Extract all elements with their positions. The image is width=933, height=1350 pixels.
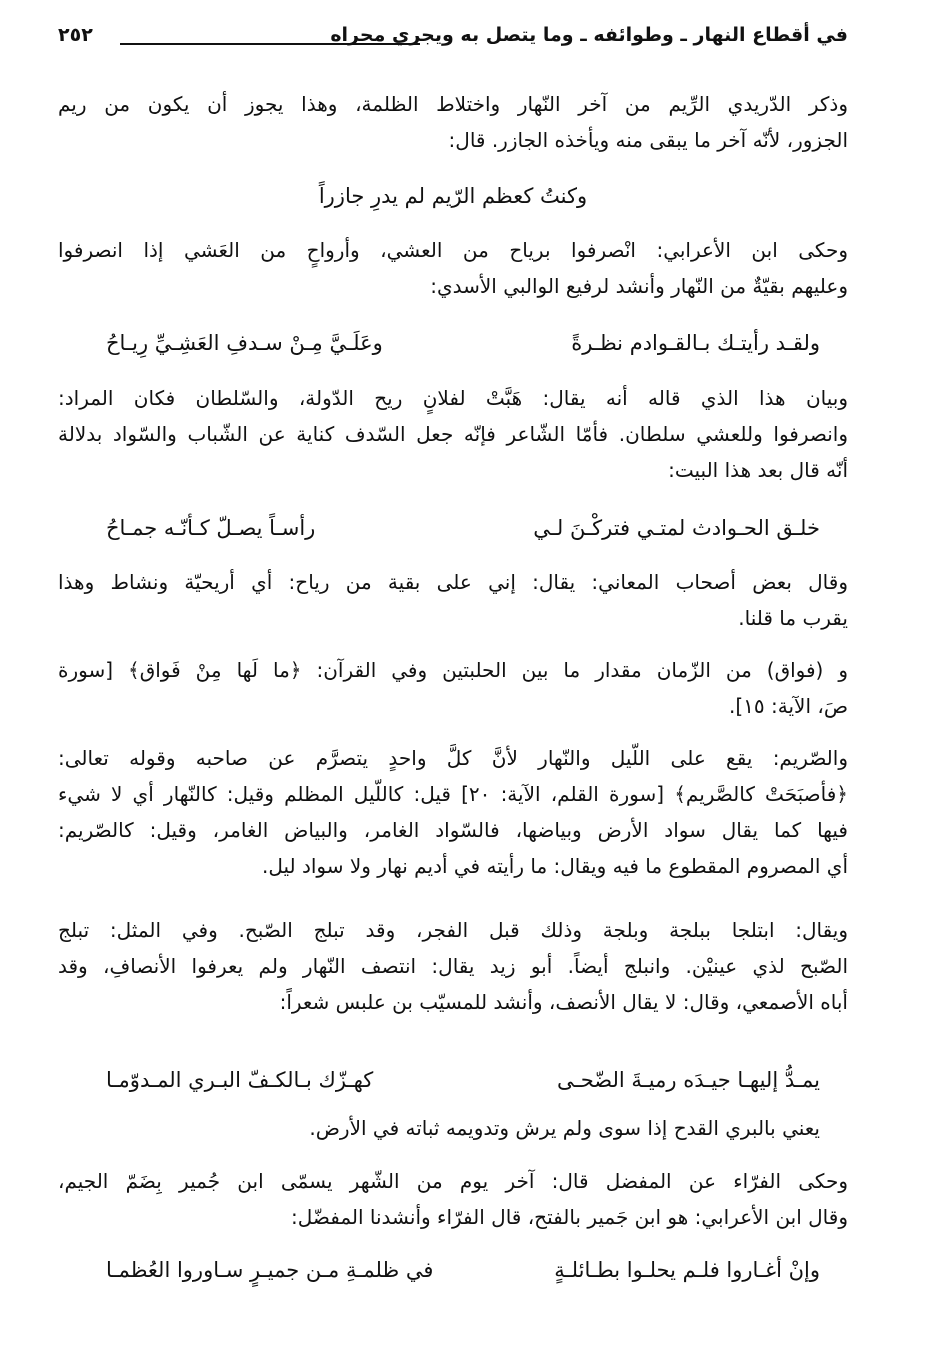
text-line: وقال بعض أصحاب المعاني: يقال: إني على بقية من رياح: أي أريحيّة ونشاط وهذا — [58, 570, 848, 594]
text-line: وقال ابن الأعرابي: هو ابن جَمير بالفتح، قال الفرّاء وأنشدنا المفضّل: — [290, 1205, 848, 1229]
first-hemistich: يمـدُّ إليهـا جيـدَه رميـةَ الضّحـى — [557, 1068, 820, 1092]
text-line: وحكى الفرّاء عن المفضل قال: آخر يوم من الشّهر يسمّى ابن جُمير بِضَمّ الجيم، — [58, 1169, 848, 1193]
verse-couplet — [58, 508, 848, 548]
verse-line-centered — [58, 178, 848, 214]
text-line: أنّه قال بعد هذا البيت: — [668, 458, 848, 482]
verse-text: وكنتُ كعظم الرّيم لم يدرِ جازراً — [318, 184, 588, 208]
first-hemistich: وإنْ أغـاروا فلـم يحلـوا بطـائلـةٍ — [554, 1258, 820, 1282]
text-line: يقرب ما قلنا. — [738, 606, 848, 630]
paragraph — [58, 740, 848, 884]
paragraph — [58, 1110, 848, 1146]
text-line: وذكر الدّريدي الرِّيم من آخر النّهار واختلاط الظلمة، وهذا يجوز أن يكون من ريم — [58, 92, 848, 116]
second-hemistich: في ظلمـةِ مـن جميـرٍ سـاوروا العُظمـا — [106, 1258, 434, 1282]
page-header — [58, 22, 848, 58]
verse-couplet — [58, 1060, 848, 1100]
text-line: الصّبح لذي عينيْن. وانبلج أيضاً. أبو زيد يقال: انتصف النّهار ولم يعرفوا الأنصافِ، وقد — [58, 954, 848, 978]
running-title: في أقطاع النهار ـ وطوائفه ـ وما يتصل به ويجري مجراه — [330, 24, 848, 46]
first-hemistich: ولقـد رأيتـك بـالقـوادم نظـرةً — [571, 331, 820, 355]
second-hemistich: رأسـاً يصـلّ كـأنّـه جمـاحُ — [106, 516, 316, 540]
text-line: وعليهم بقيّةٌ من النّهار وأنشد لرفيع الوالبي الأسدي: — [430, 274, 848, 298]
text-line: و (فواق) من الزّمان مقدار ما بين الحلبتين وفي القرآن: ﴿ما لَها مِنْ فَواق﴾ [سورة — [58, 658, 848, 682]
paragraph — [58, 380, 848, 488]
text-line: وبيان هذا الذي قاله أنه يقال: هَبَّتْ لفلانٍ ريح الدّولة، والسّلطان فكان المراد: — [58, 386, 848, 410]
paragraph — [58, 652, 848, 724]
text-line: ويقال: ابتلجا ببلجة وبلجة وذلك قبل الفجر، وقد تبلج الصّبح. وفي المثل: تبلج — [58, 918, 848, 942]
first-hemistich: خلـق الحـوادث لمتـي فتركْـنَ لـي — [533, 516, 820, 540]
text-line: الجزور، لأنّه آخر ما يبقى منه ويأخذه الجازر. قال: — [448, 128, 848, 152]
paragraph — [58, 86, 848, 158]
text-line: والصّريم: يقع على اللّيل والنّهار لأنَّ كلَّ واحدٍ يتصرَّم عن صاحبه وقوله تعالى: — [58, 746, 848, 770]
header-rule — [120, 43, 420, 45]
second-hemistich: وعَلَـيَّ مِـنْ سـدفِ العَشِـيِّ رِيـاحُ — [106, 331, 383, 355]
text-line: وانصرفوا وللعشي سلطان. فأمّا الشّاعر فإنّه جعل السّدف كناية عن الشّباب والسّواد بدلالة — [58, 422, 848, 446]
verse-couplet — [58, 1250, 848, 1290]
paragraph — [58, 912, 848, 1020]
second-hemistich: كهـزّك بـالكـفّ البـري المـدوّمـا — [106, 1068, 374, 1092]
paragraph — [58, 1163, 848, 1235]
text-line: يعني بالبري القدح إذا سوى ولم يرش وتدويمه ثباته في الأرض. — [309, 1116, 820, 1140]
paragraph — [58, 564, 848, 636]
text-line: وحكى ابن الأعرابي: انْصرفوا برياح من العشي، وأرواحٍ من العَشي إذا انصرفوا — [58, 238, 848, 262]
text-line: فيها كما يقال سواد الأرض وبياضها، فالسّواد الغامر، والبياض الغامر، وقيل: كالصّريم: — [58, 818, 848, 842]
text-line: ﴿فأصبَحَتْ كالصَّريم﴾ [سورة القلم، الآية: ٢٠] قيل: كاللّيل المظلم وقيل: كالنّهار أي لا شيء — [58, 782, 848, 806]
text-line: صَ، الآية: ١٥]. — [729, 694, 848, 718]
text-line: أباه الأصمعي، وقال: لا يقال الأنصف، وأنشد للمسيّب بن علبس شعراً: — [279, 990, 848, 1014]
text-line: أي المصروم المقطوع ما فيه ويقال: ما رأيته في أديم نهار ولا سواد ليل. — [261, 854, 848, 878]
verse-couplet — [58, 323, 848, 363]
page-number: ٢٥٢ — [58, 24, 93, 46]
paragraph — [58, 232, 848, 304]
